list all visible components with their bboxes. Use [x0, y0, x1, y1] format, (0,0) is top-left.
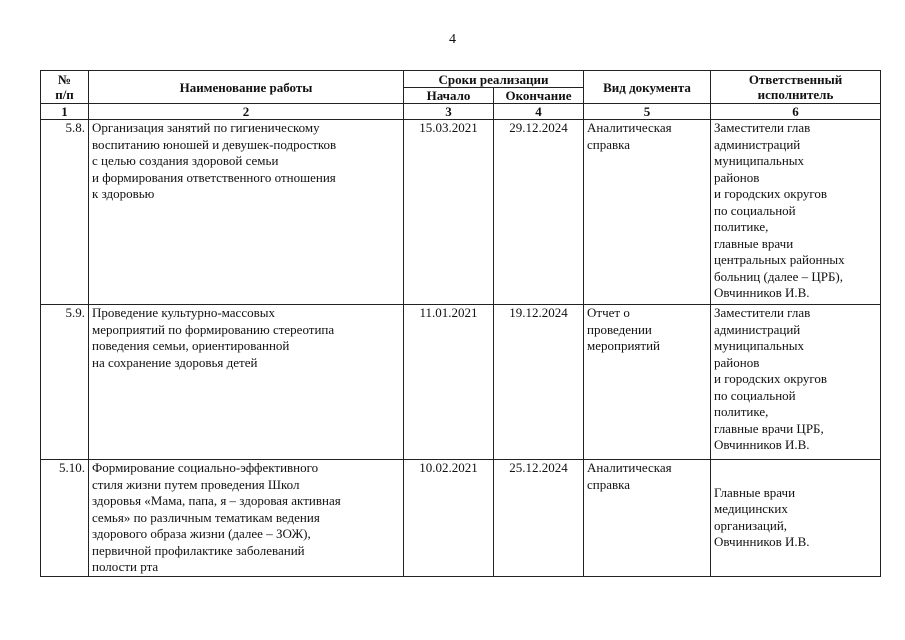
end-date: 19.12.2024 [494, 305, 584, 460]
end-date: 29.12.2024 [494, 120, 584, 305]
page-number: 4 [449, 32, 456, 47]
work-name: Формирование социально-эффективного стиля жизни путем проведения Школ здоровья «Мама, папа, я – здоровая активная семья» по различным тематикам ведения здорового образа жизни (далее – ЗОЖ), первичной профилактике заболеваний полости рта [89, 460, 404, 577]
work-plan-table [40, 70, 881, 577]
column-index: 1 [41, 104, 89, 120]
end-date: 25.12.2024 [494, 460, 584, 577]
start-date: 15.03.2021 [404, 120, 494, 305]
row-number: 5.8. [41, 120, 89, 305]
document-type: Аналитическая справка [584, 120, 711, 305]
column-index: 2 [89, 104, 404, 120]
header-work-name: Наименование работы [89, 71, 404, 104]
start-date: 11.01.2021 [404, 305, 494, 460]
column-index-row [41, 104, 881, 120]
work-name: Проведение культурно-массовых мероприятий по формированию стереотипа поведения семьи, ориентированной на сохранение здоровья детей [89, 305, 404, 460]
column-index: 5 [584, 104, 711, 120]
header-document-type: Вид документа [584, 71, 711, 104]
table-row [41, 120, 881, 305]
work-name: Организация занятий по гигиеническому воспитанию юношей и девушек-подростков с целью создания здоровой семьи и формирования ответственного отношения к здоровью [89, 120, 404, 305]
table-row [41, 460, 881, 577]
column-index: 4 [494, 104, 584, 120]
responsible-executor: Главные врачи медицинских организаций, Овчинников И.В. [711, 460, 881, 577]
header-start: Начало [404, 88, 494, 104]
table-header-row [41, 71, 881, 88]
header-terms: Сроки реализации [404, 71, 584, 88]
column-index: 3 [404, 104, 494, 120]
header-end: Окончание [494, 88, 584, 104]
header-responsible: Ответственный исполнитель [711, 71, 881, 104]
row-number: 5.10. [41, 460, 89, 577]
document-type: Отчет о проведении мероприятий [584, 305, 711, 460]
responsible-executor: Заместители глав администраций муниципальных районов и городских округов по социальной политике, главные врачи ЦРБ, Овчинников И.В. [711, 305, 881, 460]
header-number: № п/п [41, 71, 89, 104]
document-type: Аналитическая справка [584, 460, 711, 577]
start-date: 10.02.2021 [404, 460, 494, 577]
table-row [41, 305, 881, 460]
responsible-executor: Заместители глав администраций муниципальных районов и городских округов по социальной политике, главные врачи центральных районных больниц (далее – ЦРБ), Овчинников И.В. [711, 120, 881, 305]
row-number: 5.9. [41, 305, 89, 460]
column-index: 6 [711, 104, 881, 120]
